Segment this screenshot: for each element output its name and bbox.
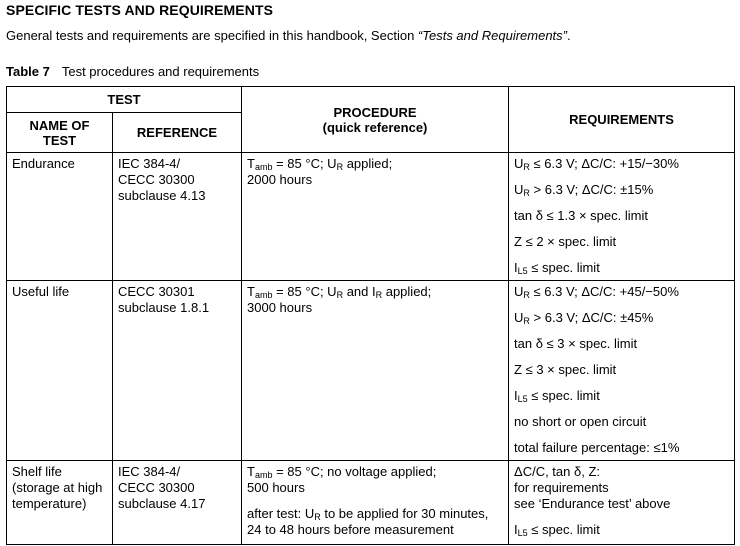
reference-line <box>118 496 236 512</box>
text-run: T <box>247 464 255 479</box>
cell-procedure <box>242 461 509 545</box>
subscript: L5 <box>517 528 528 538</box>
test-name-line <box>12 284 107 300</box>
reference-line <box>118 284 236 300</box>
section-heading: SPECIFIC TESTS AND REQUIREMENTS <box>6 2 274 18</box>
text-run: U <box>514 156 524 171</box>
text-run: for requirements <box>514 480 609 495</box>
subscript: R <box>336 290 344 300</box>
requirement-line <box>514 208 729 234</box>
test-name-line <box>12 156 107 172</box>
text-run: T <box>247 284 255 299</box>
test-table <box>6 86 735 545</box>
subscript: R <box>523 188 530 198</box>
text-run: see ‘Endurance test’ above <box>514 496 671 511</box>
text-run: T <box>247 156 255 171</box>
text-run: ΔC/C, tan δ, Z: <box>514 464 601 479</box>
subscript: R <box>336 162 344 172</box>
cell-reference <box>113 153 242 281</box>
text-run: Useful life <box>12 284 70 299</box>
procedure-line <box>247 506 503 522</box>
text-run: ≤ spec. limit <box>527 260 600 275</box>
table-caption-text: Test procedures and requirements <box>61 64 260 79</box>
requirement-line <box>514 234 729 260</box>
intro-paragraph <box>6 28 571 43</box>
requirement-line <box>514 310 729 336</box>
requirement-line <box>514 496 729 522</box>
text-run: no short or open circuit <box>514 414 647 429</box>
text-run: and I <box>343 284 376 299</box>
table-row <box>7 281 735 461</box>
table-row <box>7 461 735 545</box>
test-name-line <box>12 480 107 496</box>
procedure-line <box>247 156 503 172</box>
requirement-line <box>514 336 729 362</box>
text-run: IEC 384-4/ <box>118 464 181 479</box>
table-body <box>7 153 735 545</box>
reference-line <box>118 156 236 172</box>
reference-line <box>118 464 236 480</box>
table-caption-label: Table 7 <box>6 64 50 79</box>
text-run: temperature) <box>12 496 87 511</box>
text-run: 500 hours <box>247 480 305 495</box>
subscript: R <box>375 290 383 300</box>
requirement-line <box>514 362 729 388</box>
requirement-line <box>514 480 729 496</box>
text-run: 24 to 48 hours before measurement <box>247 522 454 537</box>
text-run: I <box>514 388 518 403</box>
requirement-line <box>514 182 729 208</box>
text-run: tan δ ≤ 1.3 × spec. limit <box>514 208 648 223</box>
text-run: > 6.3 V; ΔC/C: ±45% <box>529 310 654 325</box>
cell-procedure <box>242 153 509 281</box>
requirement-line <box>514 440 729 460</box>
text-run: Z ≤ 2 × spec. limit <box>514 234 617 249</box>
reference-line <box>118 172 236 188</box>
requirement-line <box>514 522 729 542</box>
text-run: I <box>514 522 518 537</box>
text-run: = 85 °C; U <box>272 156 337 171</box>
header-procedure-line2: (quick reference) <box>322 119 428 135</box>
text-run: > 6.3 V; ΔC/C: ±15% <box>529 182 654 197</box>
intro-section-ref: “Tests and Requirements” <box>417 28 567 43</box>
text-run: Endurance <box>12 156 75 171</box>
text-run: applied; <box>343 156 393 171</box>
header-reference: REFERENCE <box>113 113 242 153</box>
text-run: U <box>514 182 524 197</box>
text-run: ≤ 6.3 V; ΔC/C: +45/−50% <box>529 284 679 299</box>
procedure-line <box>247 172 503 188</box>
header-procedure <box>242 87 509 153</box>
text-run: CECC 30300 <box>118 480 195 495</box>
procedure-gap <box>247 496 503 506</box>
cell-requirements <box>509 153 735 281</box>
text-run: subclause 1.8.1 <box>118 300 210 315</box>
intro-text: General tests and requirements are specified in this handbook, Section <box>6 28 418 43</box>
subscript: R <box>523 162 530 172</box>
cell-test-name <box>7 281 113 461</box>
subscript: L5 <box>517 266 528 276</box>
reference-line <box>118 188 236 204</box>
subscript: R <box>523 316 530 326</box>
cell-test-name <box>7 153 113 281</box>
reference-line <box>118 480 236 496</box>
header-name-of-test <box>7 113 113 153</box>
subscript: amb <box>254 162 273 172</box>
cell-reference <box>113 281 242 461</box>
test-name-line <box>12 496 107 512</box>
requirement-line <box>514 260 729 280</box>
procedure-line <box>247 284 503 300</box>
cell-requirements <box>509 461 735 545</box>
text-run: U <box>514 284 524 299</box>
requirement-line <box>514 414 729 440</box>
text-run: (storage at high <box>12 480 103 495</box>
text-run: = 85 °C; U <box>272 284 337 299</box>
text-run: U <box>514 310 524 325</box>
text-run: CECC 30300 <box>118 172 195 187</box>
text-run: ≤ 6.3 V; ΔC/C: +15/−30% <box>529 156 679 171</box>
procedure-line <box>247 522 503 538</box>
procedure-line <box>247 480 503 496</box>
subscript: R <box>523 290 530 300</box>
text-run: total failure percentage: ≤1% <box>514 440 680 455</box>
requirement-line <box>514 284 729 310</box>
cell-requirements <box>509 281 735 461</box>
header-test: TEST <box>7 87 242 113</box>
header-name-line1: NAME OF <box>29 117 90 133</box>
table-row <box>7 153 735 281</box>
procedure-line <box>247 300 503 316</box>
intro-end: . <box>567 28 571 43</box>
requirement-line <box>514 388 729 414</box>
text-run: ≤ spec. limit <box>527 522 600 537</box>
table-caption <box>6 64 259 79</box>
text-run: = 85 °C; no voltage applied; <box>272 464 437 479</box>
procedure-line <box>247 464 503 480</box>
text-run: to be applied for 30 minutes, <box>320 506 489 521</box>
text-run: 2000 hours <box>247 172 313 187</box>
subscript: amb <box>254 470 273 480</box>
text-run: IEC 384-4/ <box>118 156 181 171</box>
text-run: applied; <box>382 284 432 299</box>
subscript: amb <box>254 290 273 300</box>
subscript: R <box>314 512 321 522</box>
text-run: subclause 4.17 <box>118 496 206 511</box>
text-run: Z ≤ 3 × spec. limit <box>514 362 617 377</box>
text-run: ≤ spec. limit <box>527 388 600 403</box>
requirement-line <box>514 464 729 480</box>
requirement-line <box>514 156 729 182</box>
text-run: subclause 4.13 <box>118 188 206 203</box>
text-run: 3000 hours <box>247 300 313 315</box>
header-name-line2: TEST <box>42 132 77 148</box>
cell-procedure <box>242 281 509 461</box>
subscript: L5 <box>517 394 528 404</box>
header-procedure-line1: PROCEDURE <box>333 104 417 120</box>
text-run: CECC 30301 <box>118 284 195 299</box>
text-run: tan δ ≤ 3 × spec. limit <box>514 336 638 351</box>
text-run: I <box>514 260 518 275</box>
header-requirements: REQUIREMENTS <box>509 87 735 153</box>
text-run: after test: U <box>247 506 315 521</box>
cell-reference <box>113 461 242 545</box>
cell-test-name <box>7 461 113 545</box>
reference-line <box>118 300 236 316</box>
test-name-line <box>12 464 107 480</box>
text-run: Shelf life <box>12 464 62 479</box>
